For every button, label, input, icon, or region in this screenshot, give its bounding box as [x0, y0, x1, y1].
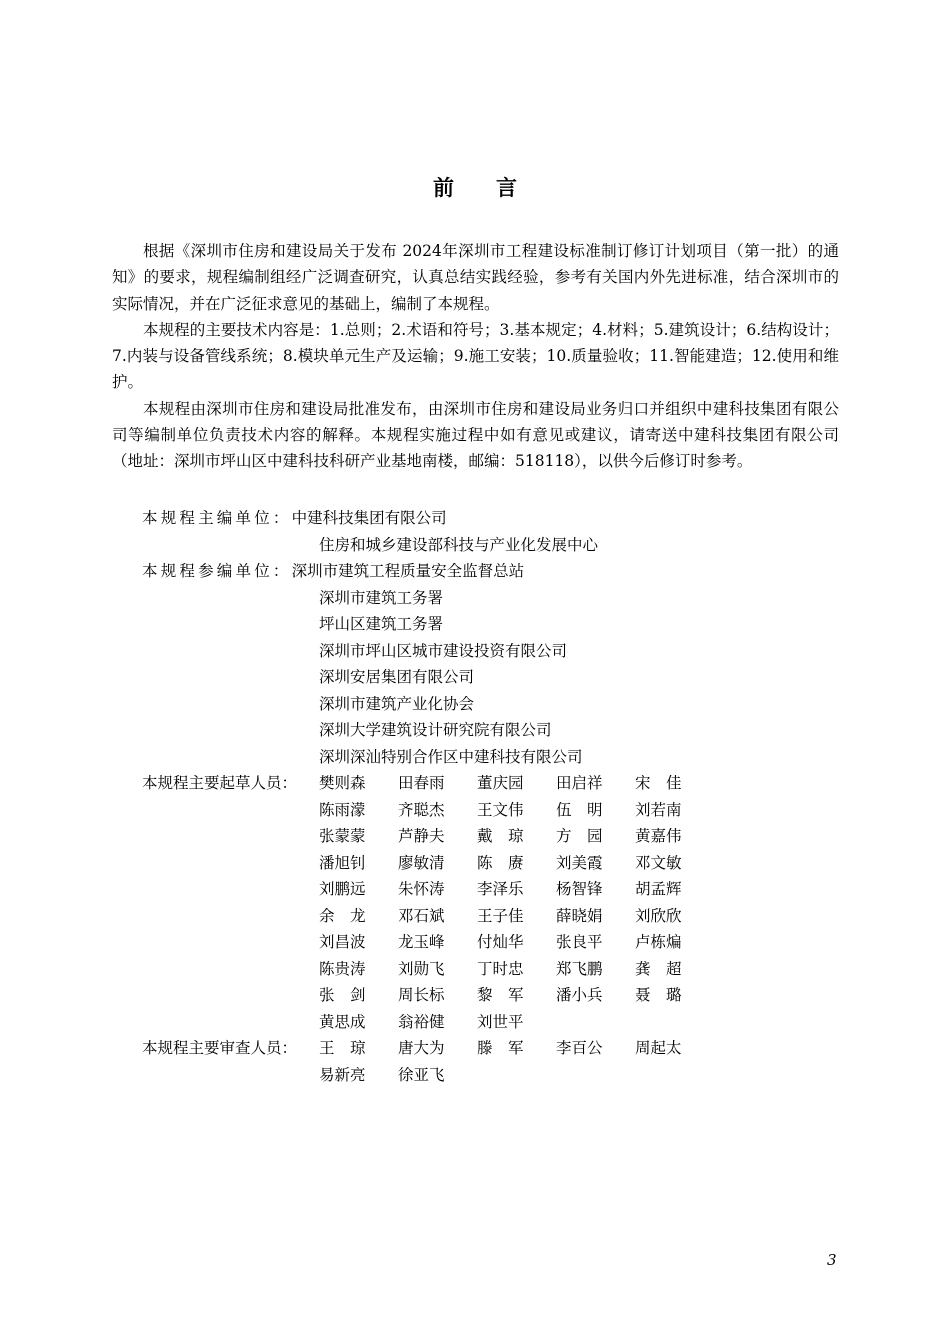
preface-body [112, 238, 839, 475]
person-name: 胡孟辉 [635, 880, 682, 898]
participating-unit: 深圳大学建筑设计研究院有限公司 [319, 721, 552, 739]
person-name: 陈 赓 [477, 854, 524, 872]
person-name: 张 剑 [319, 986, 366, 1004]
person-name: 刘昌波 [319, 933, 366, 951]
person-name: 刘鹏远 [319, 880, 366, 898]
chief-editor-label: 本规程主编单位： [142, 509, 292, 527]
person-name: 潘小兵 [556, 986, 603, 1004]
drafters-row [142, 770, 702, 797]
person-name: 刘世平 [477, 1013, 524, 1031]
person-name: 齐聪杰 [398, 801, 445, 819]
person-name: 王子佳 [477, 907, 524, 925]
person-name: 王文伟 [477, 801, 524, 819]
person-name: 戴 琼 [477, 827, 524, 845]
person-name: 黄思成 [319, 1013, 366, 1031]
paragraph-2: 本规程的主要技术内容是：1.总则；2.术语和符号；3.基本规定；4.材料；5.建筑设计；6.结构设计；7.内装与设备管线系统；8.模块单元生产及运输；9.施工安装；10.质量验收；11.智能建造；12.使用和维护。 [112, 320, 839, 392]
person-name: 滕 军 [477, 1039, 524, 1057]
drafters-row [142, 850, 702, 877]
person-name: 樊则森 [319, 774, 366, 792]
participating-unit: 坪山区建筑工务署 [319, 615, 444, 633]
person-name: 陈雨濛 [319, 801, 366, 819]
person-name: 黎 军 [477, 986, 524, 1004]
participating-unit: 深圳市坪山区城市建设投资有限公司 [319, 642, 568, 660]
drafters-row [142, 956, 702, 983]
person-name: 方 园 [556, 827, 603, 845]
chief-editor-unit: 中建科技集团有限公司 [291, 509, 447, 527]
drafters-row [142, 1009, 702, 1036]
person-name: 陈贵涛 [319, 960, 366, 978]
participating-unit: 深圳市建筑产业化协会 [319, 695, 475, 713]
paragraph-3: 本规程由深圳市住房和建设局批准发布，由深圳市住房和建设局业务归口并组织中建科技集团有限公司等编制单位负责技术内容的解释。本规程实施过程中如有意见或建议，请寄送中建科技集团有限公司（地址：深圳市坪山区中建科技科研产业基地南楼，邮编：518118），以供今后修订时参考。 [112, 399, 839, 471]
participating-unit-row [319, 744, 583, 771]
chief-editor-row-1 [142, 505, 447, 532]
person-name: 丁时忠 [477, 960, 524, 978]
person-name: 黄嘉伟 [635, 827, 682, 845]
person-name: 龚 超 [635, 960, 682, 978]
paragraph-1: 根据《深圳市住房和建设局关于发布 2024年深圳市工程建设标准制订修订计划项目（第一批）的通知》的要求，规程编制组经广泛调查研究，认真总结实践经验，参考有关国内外先进标准，结合深圳市的实际情况，并在广泛征求意见的基础上，编制了本规程。 [112, 242, 839, 313]
person-name: 邓石斌 [398, 907, 445, 925]
participating-unit: 深圳深汕特别合作区中建科技有限公司 [319, 748, 583, 766]
participating-unit: 深圳安居集团有限公司 [319, 668, 475, 686]
person-name: 李泽乐 [477, 880, 524, 898]
person-name: 聂 璐 [635, 986, 682, 1004]
person-name: 邓文敏 [635, 854, 682, 872]
participating-unit-row [319, 691, 474, 718]
drafters-row [142, 982, 702, 1009]
page-title: 前言 [433, 175, 559, 200]
person-name: 潘旭钊 [319, 854, 366, 872]
chief-editor-row-2 [319, 532, 598, 559]
reviewers-label: 本规程主要审查人员： [142, 1039, 298, 1057]
person-name: 李百公 [556, 1039, 603, 1057]
participating-label: 本规程参编单位： [142, 562, 292, 580]
person-name: 徐亚飞 [398, 1066, 445, 1084]
person-name: 付灿华 [477, 933, 524, 951]
person-name: 宋 佳 [635, 774, 682, 792]
person-name: 唐大为 [398, 1039, 445, 1057]
drafters-row [142, 929, 702, 956]
reviewers-row [142, 1035, 702, 1062]
person-name: 张良平 [556, 933, 603, 951]
person-name: 董庆园 [477, 774, 524, 792]
person-name: 田春雨 [398, 774, 445, 792]
person-name: 田启祥 [556, 774, 603, 792]
person-name: 翁裕健 [398, 1013, 445, 1031]
page-number: 3 [827, 1251, 837, 1269]
person-name: 龙玉峰 [398, 933, 445, 951]
participating-unit-row [319, 664, 474, 691]
participating-unit-row [319, 611, 443, 638]
person-name: 伍 明 [556, 801, 603, 819]
drafters-row [142, 823, 702, 850]
person-name: 易新亮 [319, 1066, 366, 1084]
participating-row-1 [142, 558, 524, 585]
reviewers-row [142, 1062, 702, 1089]
person-name: 刘美霞 [556, 854, 603, 872]
person-name: 余 龙 [319, 907, 366, 925]
person-name: 朱怀涛 [398, 880, 445, 898]
person-name: 刘勋飞 [398, 960, 445, 978]
participating-unit-row [319, 638, 567, 665]
person-name: 芦静夫 [398, 827, 445, 845]
person-name: 杨智锋 [556, 880, 603, 898]
person-name: 周起太 [635, 1039, 682, 1057]
drafters-row [142, 797, 702, 824]
participating-unit: 深圳市建筑工程质量安全监督总站 [291, 562, 525, 580]
person-name: 廖敏清 [398, 854, 445, 872]
person-name: 卢栋煸 [635, 933, 682, 951]
person-name: 周长标 [398, 986, 445, 1004]
person-name: 刘欣欣 [635, 907, 682, 925]
chief-editor-unit: 住房和城乡建设部科技与产业化发展中心 [319, 536, 599, 554]
person-name: 薛晓娟 [556, 907, 603, 925]
participating-unit: 深圳市建筑工务署 [319, 589, 444, 607]
person-name: 王 琼 [319, 1039, 366, 1057]
person-name: 郑飞鹏 [556, 960, 603, 978]
drafters-label: 本规程主要起草人员： [142, 774, 298, 792]
person-name: 刘若南 [635, 801, 682, 819]
participating-unit-row [319, 585, 443, 612]
participating-unit-row [319, 717, 552, 744]
person-name: 张蒙蒙 [319, 827, 366, 845]
drafters-row [142, 876, 702, 903]
drafters-row [142, 903, 702, 930]
